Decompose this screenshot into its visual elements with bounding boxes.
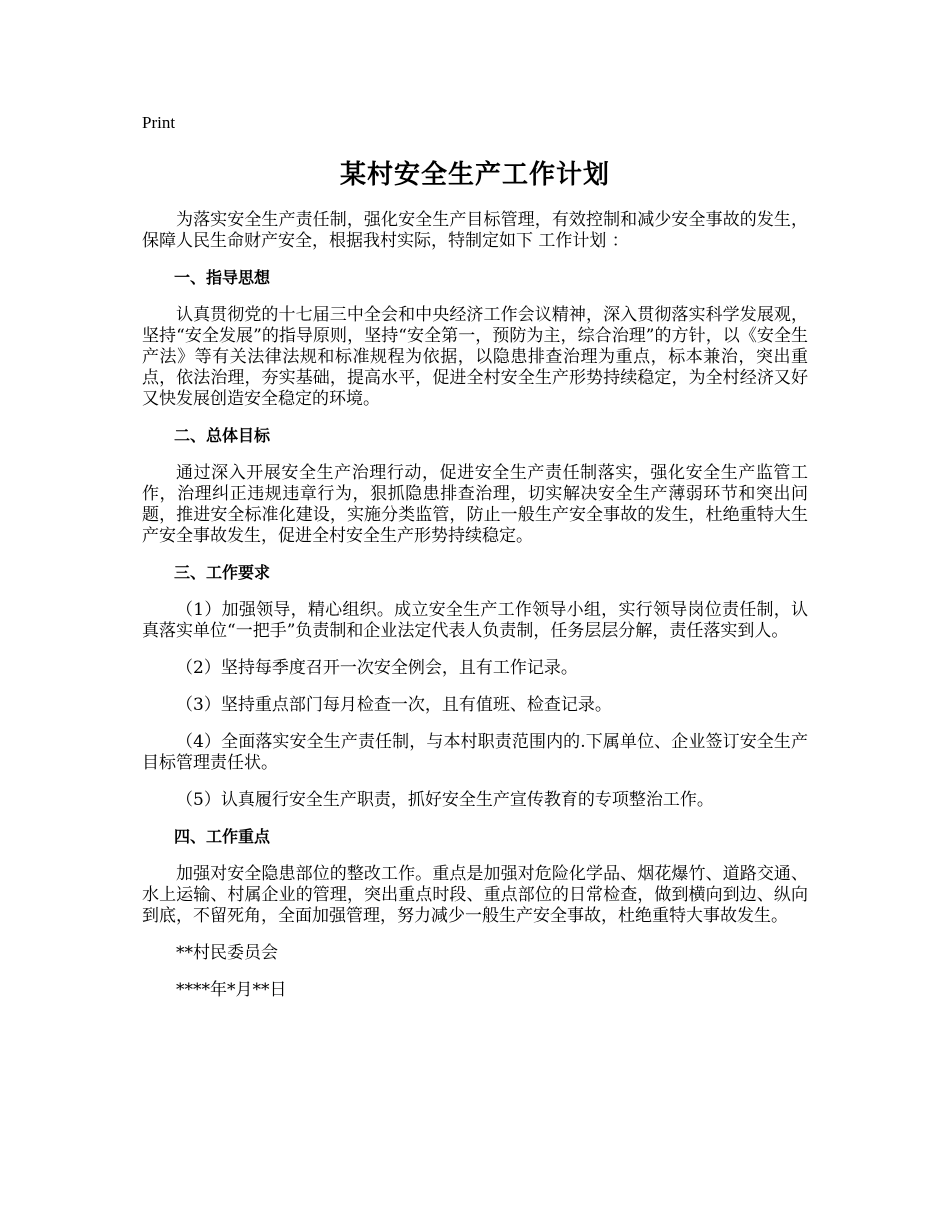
requirement-item: （2）坚持每季度召开一次安全例会，且有工作记录。 xyxy=(176,658,578,678)
requirement-item: （1）加强领导，精心组织。成立安全生产工作领导小组，实行领导岗位责任制，认真落实单位“一把手”负责制和企业法定代表人负责制，任务层层分解，责任落实到人。 xyxy=(142,600,808,641)
section-heading: 四、工作重点 xyxy=(174,827,271,846)
print-label: Print xyxy=(142,113,176,132)
section-heading: 一、指导思想 xyxy=(174,268,271,287)
document-title: 某村安全生产工作计划 xyxy=(339,160,610,190)
requirement-item: （4）全面落实安全生产责任制，与本村职责范围内的.下属单位、企业签订安全生产目标管理责任状。 xyxy=(142,732,808,773)
section-paragraph: 通过深入开展安全生产治理行动，促进安全生产责任制落实，强化安全生产监管工作，治理纠正违规违章行为，狠抓隐患排查治理，切实解决安全生产薄弱环节和突出问题，推进安全标准化建设，实施分类监管，防止一般生产安全事故的发生，杜绝重特大生产安全事故发生，促进全村安全生产形势持续稳定。 xyxy=(142,463,808,546)
section-heading: 二、总体目标 xyxy=(174,426,271,445)
intro-paragraph: 为落实安全生产责任制，强化安全生产目标管理，有效控制和减少安全事故的发生，保障人民生命财产安全，根据我村实际，特制定如下 工作计划 ： xyxy=(142,210,808,251)
section-heading: 三、工作要求 xyxy=(174,563,271,582)
document-body xyxy=(142,210,808,1017)
section-work-requirements xyxy=(142,563,808,811)
signature: **村民委员会 xyxy=(176,943,278,963)
requirement-item: （5）认真履行安全生产职责，抓好安全生产宣传教育的专项整治工作。 xyxy=(176,790,714,810)
section-overall-goal xyxy=(142,426,808,547)
section-paragraph: 加强对安全隐患部位的整改工作。重点是加强对危险化学品、烟花爆竹、道路交通、水上运输、村属企业的管理，突出重点时段、重点部位的日常检查，做到横向到边、纵向到底，不留死角，全面加强管理，努力减少一般生产安全事故，杜绝重特大事故发生。 xyxy=(142,864,808,926)
section-guiding-ideology xyxy=(142,268,808,410)
requirement-item: （3）坚持重点部门每月检查一次，且有值班、检查记录。 xyxy=(176,695,612,715)
section-work-focus xyxy=(142,827,808,927)
document-date: ****年*月**日 xyxy=(176,980,287,1000)
section-paragraph: 认真贯彻党的十七届三中全会和中央经济工作会议精神，深入贯彻落实科学发展观，坚持“安全发展”的指导原则，坚持“安全第一，预防为主，综合治理”的方针，以《安全生产法》等有关法律法规和标准规程为依据，以隐患排查治理为重点，标本兼治，突出重点，依法治理，夯实基础，提高水平，促进全村安全生产形势持续稳定，为全村经济又好又快发展创造安全稳定的环境。 xyxy=(142,305,808,409)
